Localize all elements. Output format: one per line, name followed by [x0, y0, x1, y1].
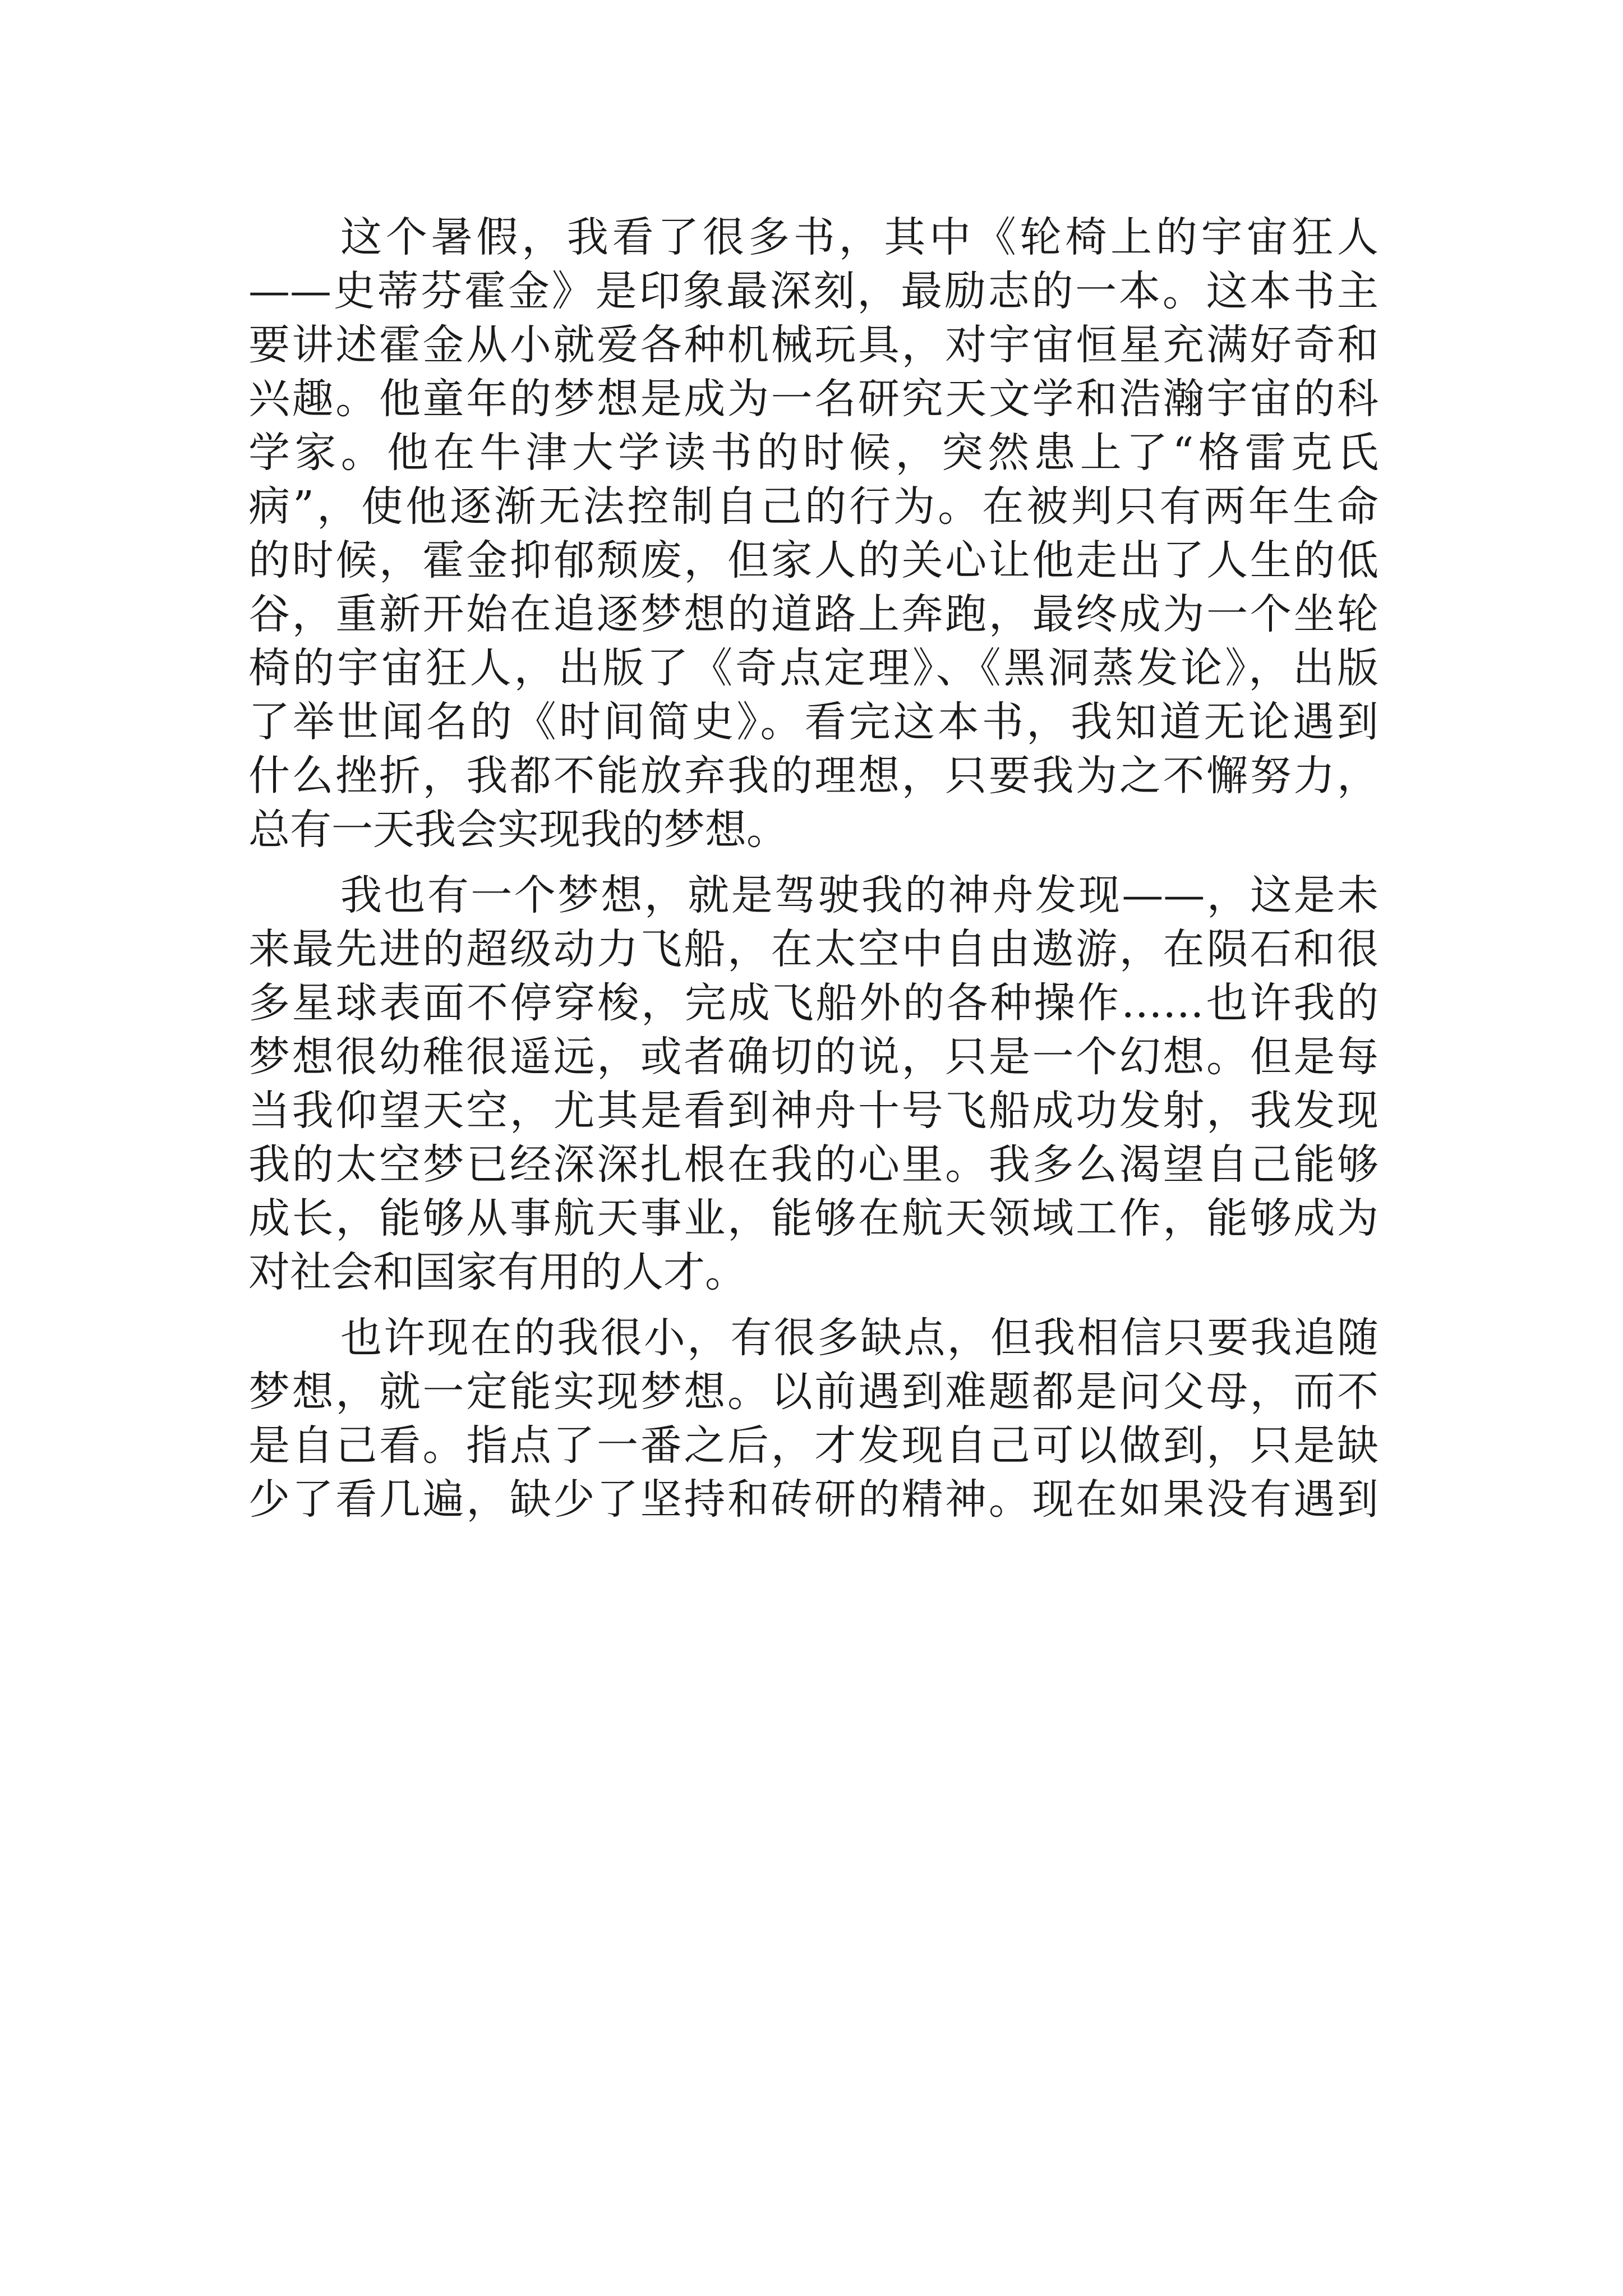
paragraph-spacing	[248, 857, 1378, 868]
paragraph-line: 要讲述霍金从小就爱各种机械玩具，对宇宙恒星充满好奇和	[248, 321, 1378, 369]
paragraph-line: 来最先进的超级动力飞船，在太空中自由遨游，在陨石和很	[248, 925, 1378, 973]
paragraph-line: 梦想，就一定能实现梦想。以前遇到难题都是问父母，而不	[248, 1368, 1378, 1416]
paragraph-1	[248, 210, 1378, 857]
paragraph-line: 什么挫折，我都不能放弃我的理想，只要我为之不懈努力，	[248, 752, 1378, 800]
paragraph-line: 总有一天我会实现我的梦想。	[248, 806, 788, 854]
paragraph-spacing	[248, 1299, 1378, 1311]
paragraph-line: 谷，重新开始在追逐梦想的道路上奔跑，最终成为一个坐轮	[248, 590, 1378, 638]
paragraph-line: 了举世闻名的《时间简史》。看完这本书，我知道无论遇到	[248, 698, 1378, 746]
paragraph-3	[248, 1311, 1378, 1526]
paragraph-line: ——史蒂芬霍金》是印象最深刻，最励志的一本。这本书主	[248, 267, 1378, 315]
paragraph-line: 是自己看。指点了一番之后，才发现自己可以做到，只是缺	[248, 1421, 1378, 1470]
paragraph-line: 的时候，霍金抑郁颓废，但家人的关心让他走出了人生的低	[248, 536, 1378, 585]
paragraph-line: 当我仰望天空，尤其是看到神舟十号飞船成功发射，我发现	[248, 1087, 1378, 1135]
paragraph-line: 少了看几遍，缺少了坚持和砖研的精神。现在如果没有遇到	[248, 1475, 1378, 1524]
paragraph-line: 我也有一个梦想，就是驾驶我的神舟发现——，这是未	[340, 871, 1378, 919]
paragraph-line: 多星球表面不停穿梭，完成飞船外的各种操作……也许我的	[248, 979, 1378, 1027]
paragraph-line: 兴趣。他童年的梦想是成为一名研究天文学和浩瀚宇宙的科	[248, 375, 1378, 423]
paragraph-line: 梦想很幼稚很遥远，或者确切的说，只是一个幻想。但是每	[248, 1033, 1378, 1081]
essay-body	[248, 210, 1378, 1526]
paragraph-2	[248, 868, 1378, 1299]
paragraph-line: 也许现在的我很小，有很多缺点，但我相信只要我追随	[340, 1314, 1378, 1362]
paragraph-line: 对社会和国家有用的人才。	[248, 1248, 746, 1296]
paragraph-line: 成长，能够从事航天事业，能够在航天领域工作，能够成为	[248, 1194, 1378, 1243]
paragraph-line: 这个暑假，我看了很多书，其中《轮椅上的宇宙狂人	[340, 213, 1378, 261]
paragraph-line: 病”，使他逐渐无法控制自己的行为。在被判只有两年生命	[248, 482, 1378, 531]
paragraph-line: 我的太空梦已经深深扎根在我的心里。我多么渴望自己能够	[248, 1140, 1378, 1189]
paragraph-line: 学家。他在牛津大学读书的时候，突然患上了“格雷克氏	[248, 429, 1378, 477]
paragraph-line: 椅的宇宙狂人，出版了《奇点定理》、《黑洞蒸发论》，出版	[248, 644, 1378, 692]
